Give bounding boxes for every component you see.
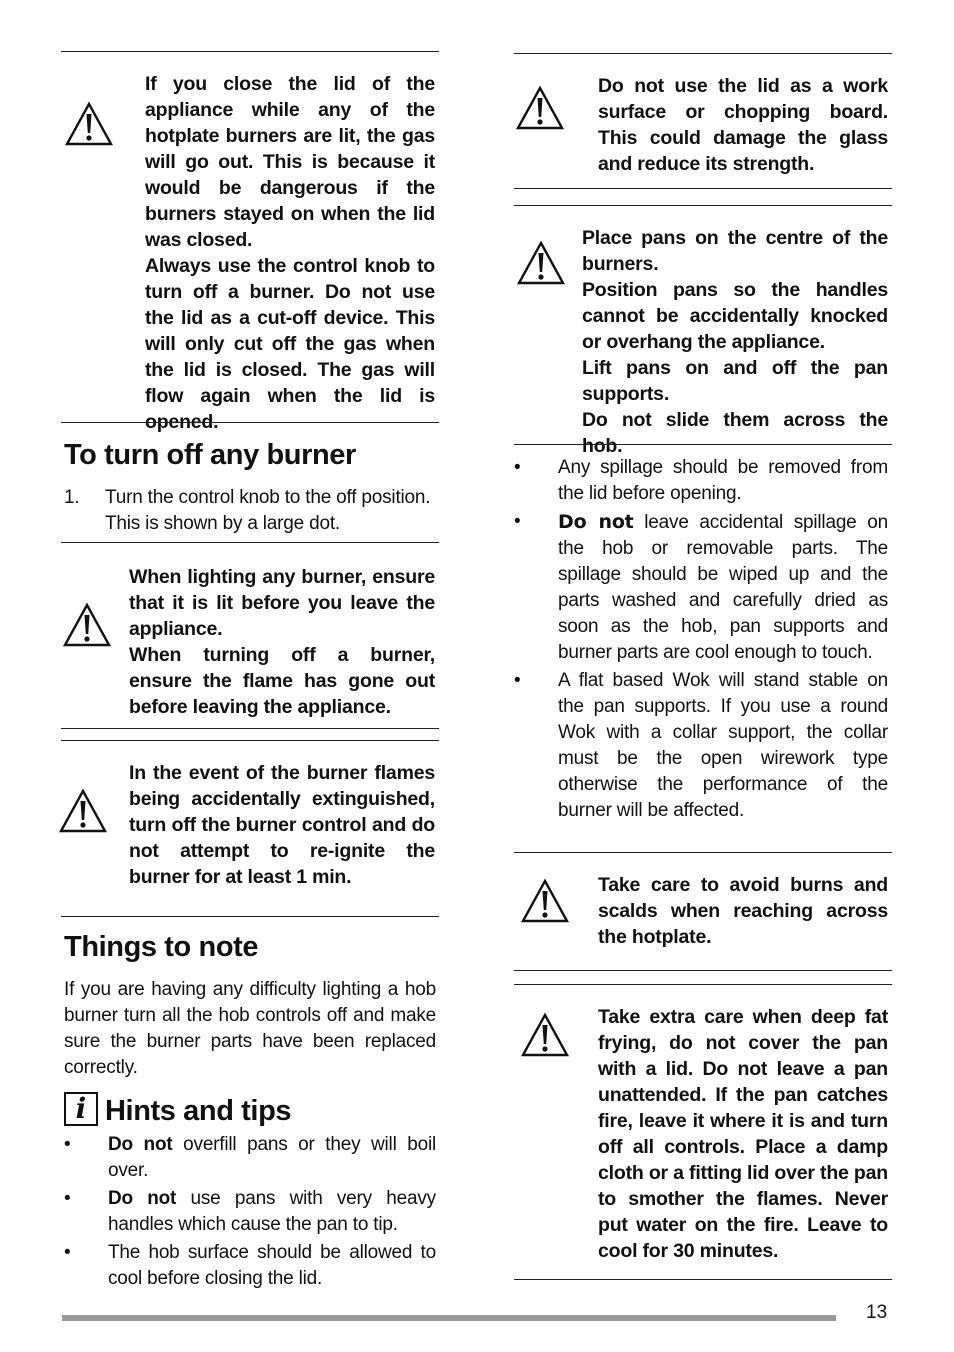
divider bbox=[514, 852, 892, 853]
section-heading-things-to-note: Things to note bbox=[64, 931, 259, 963]
list-item bbox=[514, 455, 888, 507]
warning-triangle-icon bbox=[516, 240, 566, 286]
list-item bbox=[64, 1186, 436, 1238]
warning-triangle-icon bbox=[520, 1012, 570, 1058]
list-item-text: Any spillage should be removed from the lid before opening. bbox=[558, 457, 888, 504]
warning-text: When lighting any burner, ensure that it is lit before you leave the appliance. bbox=[129, 566, 435, 640]
warning-triangle-icon bbox=[515, 85, 565, 131]
list-item-text: leave accidental spillage on the hob or removable parts. The spillage should be wiped up and the parts washed and carefully dried as soon as the hob, pan supports and burner parts are cool enough to touch. bbox=[558, 512, 889, 663]
warning-lid-work-surface bbox=[598, 73, 888, 177]
bullet-icon: • bbox=[64, 1242, 71, 1263]
section-heading-hints: Hints and tips bbox=[105, 1095, 292, 1127]
divider bbox=[61, 740, 439, 741]
paragraph: If you are having any difficulty lighting a hob burner turn all the hob controls off and make sure the burner parts have been replaced correctly. bbox=[64, 979, 436, 1078]
warning-text: Place pans on the centre of the burners. bbox=[582, 227, 888, 275]
bullet-icon: • bbox=[64, 1134, 71, 1155]
divider bbox=[514, 984, 892, 985]
warning-deep-fat-frying bbox=[598, 1004, 888, 1264]
warning-text: Position pans so the handles cannot be accidentally knocked or overhang the appliance. bbox=[582, 279, 888, 353]
divider bbox=[514, 1279, 892, 1280]
warning-lid-gas bbox=[145, 71, 435, 435]
emphasis: Do not bbox=[108, 1188, 177, 1209]
warning-text: Do not slide them across the hob. bbox=[582, 409, 888, 457]
hints-list bbox=[64, 1132, 436, 1294]
divider bbox=[514, 205, 892, 206]
warning-text: In the event of the burner flames being accidentally extinguished, turn off the burner control and do not attempt to re-ignite the burner for at least 1 min. bbox=[129, 762, 435, 888]
list-item-text: A flat based Wok will stand stable on the pan supports. If you use a round Wok with a collar support, the collar must be the open wirework type otherwise the performance of the burner will be affected. bbox=[558, 670, 888, 821]
warning-burns-scalds bbox=[598, 872, 888, 950]
list-item-text: use pans with very heavy handles which cause the pan to tip. bbox=[108, 1188, 436, 1235]
bullet-icon: • bbox=[514, 457, 521, 478]
divider bbox=[514, 970, 892, 971]
list-item-text: The hob surface should be allowed to cool before closing the lid. bbox=[108, 1242, 436, 1289]
bullet-icon: • bbox=[514, 670, 521, 691]
divider bbox=[514, 444, 892, 445]
warning-text: Lift pans on and off the pan supports. bbox=[582, 357, 888, 405]
divider bbox=[61, 51, 439, 52]
warning-triangle-icon bbox=[64, 101, 114, 147]
things-to-note-text bbox=[64, 977, 436, 1081]
warning-lighting-burner bbox=[129, 564, 435, 720]
list-item bbox=[514, 509, 888, 666]
warning-text: Do not use the lid as a work surface or chopping board. This could damage the glass and reduce its strength. bbox=[598, 75, 888, 175]
list-item bbox=[64, 485, 436, 537]
warning-pan-placement bbox=[582, 225, 888, 459]
step-text: Turn the control knob to the off position. This is shown by a large dot. bbox=[105, 487, 431, 534]
list-item bbox=[514, 668, 888, 824]
warning-text: When turning off a burner, ensure the flame has gone out before leaving the appliance. bbox=[129, 644, 435, 718]
warning-triangle-icon bbox=[62, 602, 112, 648]
spillage-list bbox=[514, 455, 888, 826]
warning-text: Take care to avoid burns and scalds when reaching across the hotplate. bbox=[598, 874, 888, 948]
bullet-icon: • bbox=[64, 1188, 71, 1209]
divider bbox=[61, 422, 439, 423]
divider bbox=[61, 916, 439, 917]
divider bbox=[514, 188, 892, 189]
warning-text: Always use the control knob to turn off a burner. Do not use the lid as a cut-off device. This will only cut off the gas when the lid is closed. The gas will flow again when the lid is opened. bbox=[145, 255, 435, 433]
info-icon: i bbox=[64, 1092, 98, 1126]
divider bbox=[61, 542, 439, 543]
warning-text: Take extra care when deep fat frying, do not cover the pan with a lid. Do not leave a pan unattended. If the pan catches fire, leave it where it is and turn off all controls. Place a damp cloth or a fitting lid over the pan to smother the flames. Never put water on the fire. Leave to cool for 30 minutes. bbox=[598, 1006, 888, 1262]
step-number: 1. bbox=[64, 487, 80, 508]
page-number: 13 bbox=[866, 1302, 888, 1323]
warning-triangle-icon bbox=[58, 788, 108, 834]
list-item bbox=[64, 1132, 436, 1184]
emphasis: Do not bbox=[558, 511, 634, 533]
list-item-text: overfill pans or they will boil over. bbox=[108, 1134, 436, 1181]
bullet-icon: • bbox=[514, 511, 521, 532]
warning-flames-extinguished bbox=[129, 760, 435, 890]
section-heading-turn-off: To turn off any burner bbox=[64, 439, 356, 471]
warning-text: If you close the lid of the appliance while any of the hotplate burners are lit, the gas will go out. This is because it would be dangerous if the burners stayed on when the lid was closed. bbox=[145, 73, 435, 251]
turn-off-steps bbox=[64, 485, 436, 537]
emphasis: Do not bbox=[108, 1134, 173, 1155]
footer-bar bbox=[62, 1315, 836, 1321]
list-item bbox=[64, 1240, 436, 1292]
warning-triangle-icon bbox=[520, 878, 570, 924]
divider bbox=[514, 53, 892, 54]
divider bbox=[61, 728, 439, 729]
